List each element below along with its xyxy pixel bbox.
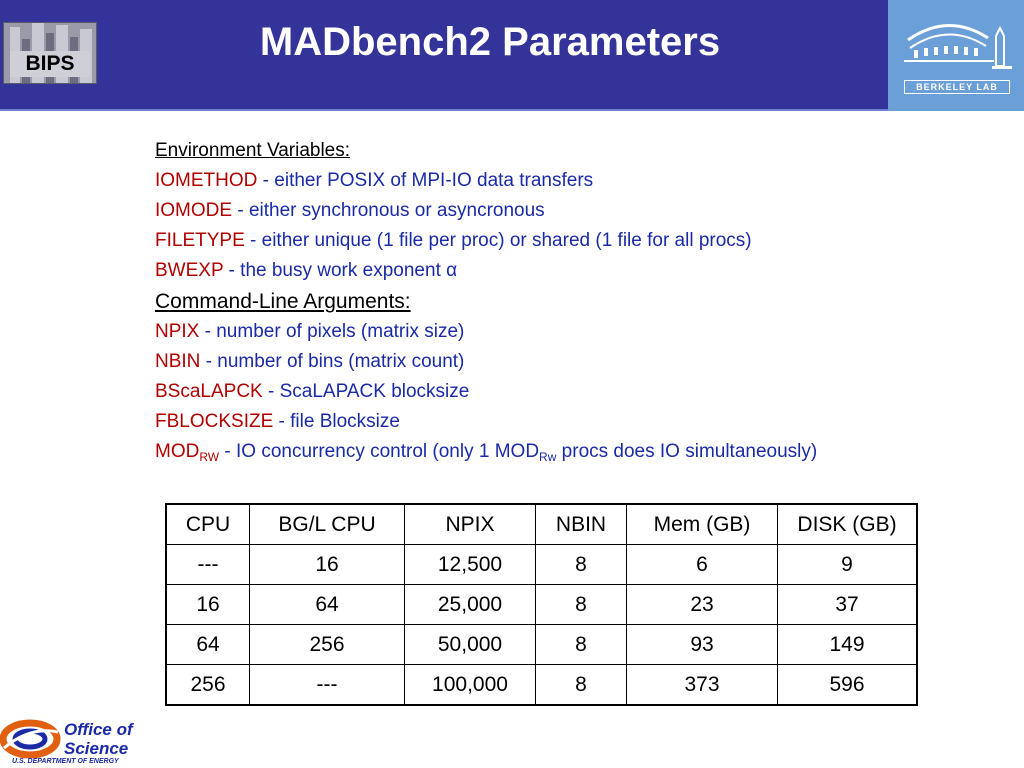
- table-cell: 8: [536, 665, 627, 706]
- param-desc: - file Blocksize: [273, 411, 400, 432]
- table-cell: 596: [778, 665, 918, 706]
- bips-logo-text: BIPS: [10, 51, 90, 77]
- table-cell: 25,000: [405, 585, 536, 625]
- table-cell: 8: [536, 585, 627, 625]
- table-row: [166, 585, 917, 625]
- table-cell: 23: [627, 585, 778, 625]
- table-cell: 8: [536, 545, 627, 585]
- table-cell: ---: [250, 665, 405, 706]
- cmd-item: [155, 347, 1015, 377]
- param-desc: - either unique (1 file per proc) or shared (1 file for all procs): [244, 230, 752, 251]
- bips-logo: [3, 22, 97, 84]
- table-header-cell: DISK (GB): [778, 504, 918, 545]
- office-of-science-text: [64, 720, 133, 758]
- table-cell: 9: [778, 545, 918, 585]
- table-header-cell: BG/L CPU: [250, 504, 405, 545]
- table-row: [166, 665, 917, 706]
- doe-line1: Office of: [64, 720, 133, 739]
- param-desc: - number of bins (matrix count): [200, 351, 465, 372]
- param-desc-end: procs does IO simultaneously): [556, 441, 818, 462]
- env-item: [155, 256, 1015, 286]
- table-cell: 64: [166, 625, 250, 665]
- table-header-cell: CPU: [166, 504, 250, 545]
- param-desc: - either synchronous or asyncronous: [232, 200, 545, 221]
- env-heading: Environment Variables:: [155, 140, 351, 161]
- param-desc: - ScaLAPACK blocksize: [262, 381, 470, 402]
- table-header-cell: NBIN: [536, 504, 627, 545]
- param-key: FBLOCKSIZE: [155, 411, 274, 432]
- cmd-item: [155, 317, 1015, 347]
- table-cell: 100,000: [405, 665, 536, 706]
- param-desc: - IO concurrency control (only 1 MOD: [219, 441, 540, 462]
- cmd-item-mod: [155, 437, 1015, 472]
- doe-swirl-icon: [0, 718, 64, 760]
- param-key: IOMETHOD: [155, 170, 258, 191]
- param-key: BWEXP: [155, 260, 224, 281]
- table-cell: 8: [536, 625, 627, 665]
- berkeley-lab-text: BERKELEY LAB: [904, 80, 1010, 94]
- table-cell: 6: [627, 545, 778, 585]
- env-item: [155, 166, 1015, 196]
- table-cell: 37: [778, 585, 918, 625]
- berkeley-lab-logo: [888, 0, 1024, 111]
- slide-header: [0, 0, 1024, 111]
- table-header-row: [166, 504, 917, 545]
- table-cell: 16: [250, 545, 405, 585]
- table-cell: 256: [250, 625, 405, 665]
- table-cell: 93: [627, 625, 778, 665]
- param-key: [155, 441, 219, 462]
- table-cell: 64: [250, 585, 405, 625]
- cmd-heading: Command-Line Arguments:: [155, 290, 411, 313]
- table-cell: 50,000: [405, 625, 536, 665]
- param-key: NPIX: [155, 321, 200, 342]
- cmd-item: [155, 407, 1015, 437]
- table-row: [166, 625, 917, 665]
- table-header-cell: NPIX: [405, 504, 536, 545]
- office-of-science-logo: [0, 716, 160, 768]
- header-divider: [0, 109, 888, 111]
- parameters-table: [165, 503, 918, 706]
- param-key: IOMODE: [155, 200, 233, 221]
- env-item: [155, 226, 1015, 256]
- param-desc: - number of pixels (matrix size): [199, 321, 465, 342]
- parameters-list: [155, 136, 1015, 472]
- param-key: FILETYPE: [155, 230, 245, 251]
- table-header-cell: Mem (GB): [627, 504, 778, 545]
- table-cell: 373: [627, 665, 778, 706]
- cmd-item: [155, 377, 1015, 407]
- page-title: MADbench2 Parameters: [259, 20, 721, 64]
- param-key: BScaLAPCK: [155, 381, 263, 402]
- param-desc: - the busy work exponent α: [223, 260, 458, 281]
- table-cell: 256: [166, 665, 250, 706]
- berkeley-lab-building-icon: [888, 0, 1024, 78]
- table-row: [166, 545, 917, 585]
- env-item: [155, 196, 1015, 226]
- mod-key-subscript: RW: [199, 450, 220, 464]
- mod-desc-subscript: Rw: [539, 450, 557, 464]
- table-cell: 16: [166, 585, 250, 625]
- mod-key: MOD: [155, 441, 200, 462]
- table-cell: ---: [166, 545, 250, 585]
- param-key: NBIN: [155, 351, 201, 372]
- param-desc: - either POSIX of MPI-IO data transfers: [257, 170, 594, 191]
- doe-department-text: U.S. DEPARTMENT OF ENERGY: [12, 758, 119, 765]
- table-cell: 12,500: [405, 545, 536, 585]
- table-cell: 149: [778, 625, 918, 665]
- doe-line2: Science: [64, 739, 129, 758]
